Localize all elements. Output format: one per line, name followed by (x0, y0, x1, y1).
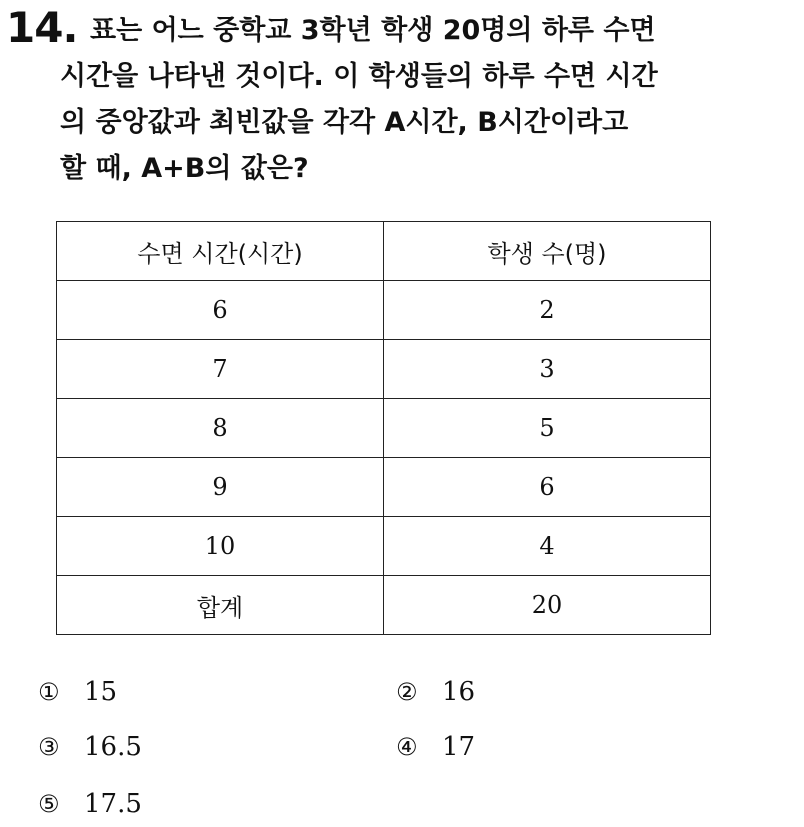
choice-1[interactable] (38, 672, 117, 712)
choice-value: 15 (84, 677, 118, 707)
choice-value: 16 (442, 677, 476, 707)
header-student-count: 학생 수(명) (384, 222, 711, 281)
question-line-4: 할 때, A+B의 값은? (60, 153, 309, 184)
choice-4[interactable] (396, 727, 475, 767)
cell-sleep-time: 6 (57, 281, 384, 340)
table-row (57, 458, 711, 517)
choice-mark: ④ (396, 733, 418, 761)
table-row (57, 517, 711, 576)
choice-3[interactable] (38, 727, 142, 767)
question-line-2: 시간을 나타낸 것이다. 이 학생들의 하루 수면 시간 (60, 61, 658, 92)
cell-student-count: 3 (384, 340, 711, 399)
choice-2[interactable] (396, 672, 475, 712)
cell-student-count: 6 (384, 458, 711, 517)
table-row (57, 340, 711, 399)
choice-value: 17.5 (84, 789, 142, 819)
table-header-row (57, 222, 711, 281)
question-number: 14. (6, 3, 78, 52)
header-sleep-time: 수면 시간(시간) (57, 222, 384, 281)
choice-value: 17 (442, 732, 476, 762)
choice-mark: ⑤ (38, 790, 60, 818)
question-text (60, 8, 780, 192)
cell-sleep-time: 10 (57, 517, 384, 576)
table-total-row (57, 576, 711, 635)
question-line-3: 의 중앙값과 최빈값을 각각 A시간, B시간이라고 (60, 107, 629, 138)
cell-sleep-time: 9 (57, 458, 384, 517)
cell-sleep-time: 8 (57, 399, 384, 458)
total-label: 합계 (57, 576, 384, 635)
table-row (57, 399, 711, 458)
total-value: 20 (384, 576, 711, 635)
question-line-1: 표는 어느 중학교 3학년 학생 20명의 하루 수면 (90, 15, 656, 46)
choice-mark: ③ (38, 733, 60, 761)
choice-mark: ② (396, 678, 418, 706)
choice-5[interactable] (38, 784, 142, 824)
cell-student-count: 4 (384, 517, 711, 576)
choice-value: 16.5 (84, 732, 142, 762)
table-row (57, 281, 711, 340)
sleep-time-table (56, 221, 711, 635)
cell-student-count: 5 (384, 399, 711, 458)
cell-sleep-time: 7 (57, 340, 384, 399)
choice-mark: ① (38, 678, 60, 706)
cell-student-count: 2 (384, 281, 711, 340)
